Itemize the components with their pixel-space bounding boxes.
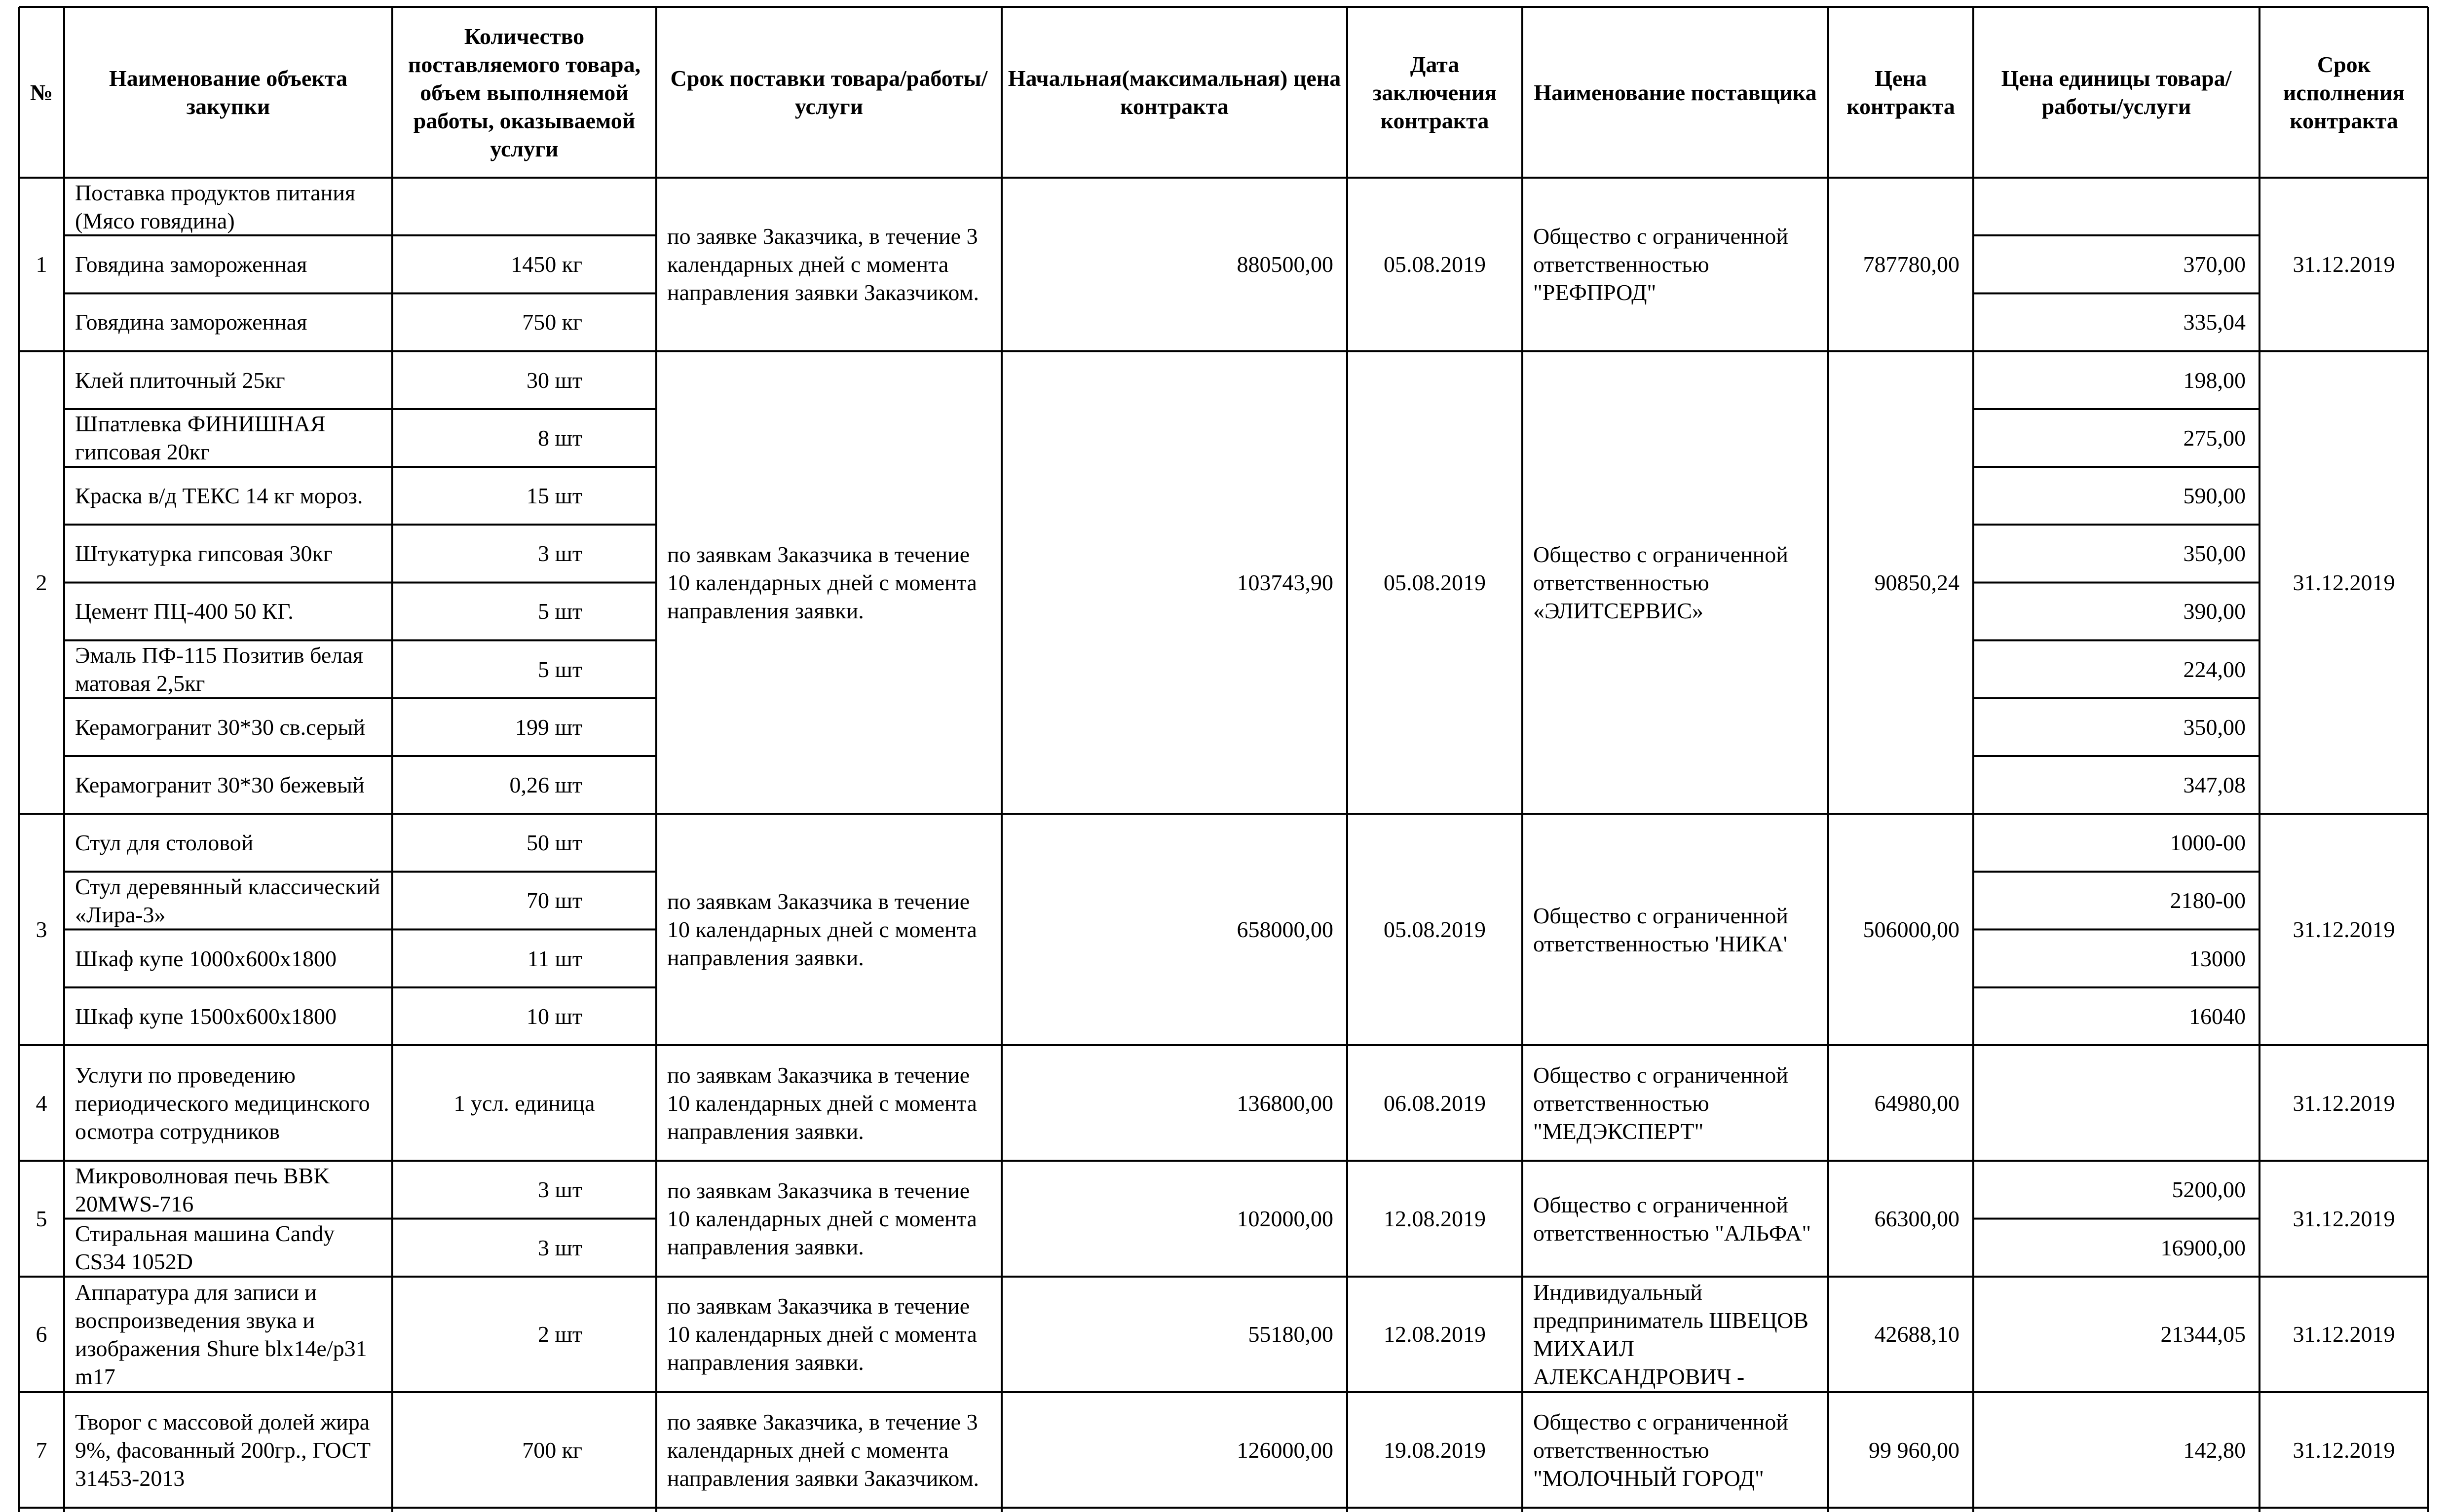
execution-date: 31.12.2019 [2293,917,2395,943]
item-name: Поставка продуктов питания (Мясо говядина) [75,180,356,233]
initial-max-price: 658000,00 [1237,917,1333,943]
item-quantity: 11 шт [527,945,582,971]
item-quantity: 5 шт [537,599,582,624]
supplier-name: Общество с ограниченной ответственностью "АЛЬФА" [1533,1192,1811,1246]
execution-date: 31.12.2019 [2293,1322,2395,1347]
row-number: 1 [36,252,47,277]
item-unit-price: 370,00 [2183,252,2246,277]
item-quantity: 0,26 шт [509,772,582,798]
item-name: Говядина замороженная [75,309,307,335]
delivery-term: по заявкам Заказчика в течение 10 календарных дней с момента направления заявки. [667,541,977,623]
item-name: Керамогранит 30*30 бежевый [75,772,365,798]
item-quantity: 2 шт [537,1322,582,1347]
item-unit-price: 347,08 [2183,772,2246,798]
item-unit-price: 224,00 [2183,656,2246,682]
header-name: Наименование объекта закупки [109,66,347,119]
initial-max-price: 136800,00 [1237,1090,1333,1116]
contract-price: 90850,24 [1874,569,1959,595]
item-unit-price: 390,00 [2183,599,2246,624]
item-name: Краска в/д ТЕКС 14 кг мороз. [75,483,363,509]
contract-date: 19.08.2019 [1384,1437,1486,1463]
item-name: Керамогранит 30*30 св.серый [75,714,366,740]
contract-date: 05.08.2019 [1384,252,1486,277]
contract-date: 05.08.2019 [1384,569,1486,595]
initial-max-price: 103743,90 [1237,569,1333,595]
item-unit-price [1973,1045,2260,1161]
item-name: Шкаф купе 1500х600х1800 [75,1003,337,1029]
item-name: Шпатлевка ФИНИШНАЯ гипсовая 20кг [75,411,326,465]
contract-price: 64980,00 [1874,1090,1959,1116]
row-number: 5 [36,1206,47,1232]
item-quantity: 50 шт [526,830,582,856]
item-quantity: 5 шт [537,656,582,682]
item-name: Цемент ПЦ-400 50 КГ. [75,599,294,624]
item-name: Стул для столовой [75,830,254,856]
item-quantity: 70 шт [526,888,582,913]
execution-date: 31.12.2019 [2293,1090,2395,1116]
item-unit-price: 13000 [2189,945,2246,971]
item-quantity: 1450 кг [511,252,582,277]
item-unit-price: 16900,00 [2160,1235,2246,1260]
initial-max-price: 55180,00 [1248,1322,1333,1347]
item-name: Эмаль ПФ-115 Позитив белая матовая 2,5кг [75,643,363,696]
item-quantity: 700 кг [522,1437,582,1463]
header-num: № [30,79,53,105]
header-price: Цена контракта [1846,66,1955,119]
item-quantity: 750 кг [522,309,582,335]
row-number: 4 [36,1090,47,1116]
execution-date: 31.12.2019 [2293,1437,2395,1463]
item-name: Стиральная машина Candy CS34 1052D [75,1221,335,1275]
contract-date: 12.08.2019 [1384,1206,1486,1232]
delivery-term: по заявке Заказчика, в течение 3 календарных дней с момента направления заявки Заказчиком. [667,224,979,305]
item-name: Аппаратура для записи и воспроизведения звука и изображения Shure blx14e/p31 m17 [75,1279,367,1389]
row-number: 7 [36,1437,47,1463]
item-unit-price: 16040 [2189,1003,2246,1029]
item-unit-price: 590,00 [2183,483,2246,509]
initial-max-price: 126000,00 [1237,1437,1333,1463]
contract-price: 787780,00 [1863,252,1959,277]
item-quantity: 3 шт [537,541,582,567]
contract-date: 12.08.2019 [1384,1322,1486,1347]
header-unit-price: Цена единицы товара/работы/услуги [2001,66,2232,119]
initial-max-price: 880500,00 [1237,252,1333,277]
supplier-name: Общество с ограниченной ответственностью "МЕДЭКСПЕРТ" [1533,1062,1788,1144]
item-unit-price: 275,00 [2183,425,2246,451]
item-quantity: 30 шт [526,367,582,393]
item-name: Шкаф купе 1000х600х1800 [75,945,337,971]
item-quantity: 8 шт [537,425,582,451]
item-unit-price: 1000-00 [2170,830,2246,856]
delivery-term: по заявке Заказчика, в течение 3 календарных дней с момента направления заявки Заказчиком. [667,1409,979,1491]
item-quantity: 1 усл. единица [453,1090,595,1116]
item-name: Творог с массовой долей жира 9%, фасованный 200гр., ГОСТ 31453-2013 [75,1409,371,1491]
execution-date: 31.12.2019 [2293,569,2395,595]
item-name: Стул деревянный классический «Лира-3» [75,873,380,927]
contract-price: 66300,00 [1874,1206,1959,1232]
item-quantity: 199 шт [515,714,582,740]
item-name: Микроволновая печь BBK 20MWS-716 [75,1163,330,1216]
item-quantity: 10 шт [526,1003,582,1029]
item-unit-price: 198,00 [2183,367,2246,393]
row-number: 6 [36,1322,47,1347]
supplier-name: Общество с ограниченной ответственностью "РЕФПРОД" [1533,224,1788,305]
contract-price: 42688,10 [1874,1322,1959,1347]
contract-price: 99 960,00 [1869,1437,1959,1463]
execution-date: 31.12.2019 [2293,1206,2395,1232]
item-name: Услуги по проведению периодического медицинского осмотра сотрудников [75,1062,370,1144]
item-unit-price: 335,04 [2183,309,2246,335]
delivery-term: по заявкам Заказчика в течение 10 календарных дней с момента направления заявки. [667,1293,977,1375]
item-unit-price [1973,178,2260,235]
item-quantity: 3 шт [537,1235,582,1260]
item-quantity: 15 шт [526,483,582,509]
initial-max-price: 102000,00 [1237,1206,1333,1232]
item-name: Штукатурка гипсовая 30кг [75,541,333,567]
item-quantity [392,178,656,235]
item-unit-price: 142,80 [2183,1437,2246,1463]
supplier-name: Индивидуальный предприниматель ШВЕЦОВ МИХАИЛ АЛЕКСАНДРОВИЧ - [1533,1279,1808,1389]
supplier-name: Общество с ограниченной ответственностью 'НИКА' [1533,903,1788,956]
execution-date: 31.12.2019 [2293,252,2395,277]
supplier-name: Общество с ограниченной ответственностью «ЭЛИТСЕРВИС» [1533,541,1788,623]
item-unit-price: 350,00 [2183,541,2246,567]
item-unit-price: 5200,00 [2172,1177,2246,1203]
header-term: Срок поставки товара/работы/услуги [670,66,988,119]
delivery-term: по заявкам Заказчика в течение 10 календарных дней с момента направления заявки. [667,1062,977,1144]
header-supplier: Наименование поставщика [1534,79,1817,105]
delivery-term: по заявкам Заказчика в течение 10 календарных дней с момента направления заявки. [667,889,977,971]
item-unit-price: 21344,05 [2160,1322,2246,1347]
item-name: Говядина замороженная [75,252,307,277]
contract-date: 05.08.2019 [1384,917,1486,943]
row-number: 3 [36,917,47,943]
delivery-term: по заявкам Заказчика в течение 10 календарных дней с момента направления заявки. [667,1178,977,1260]
item-unit-price: 2180-00 [2170,888,2246,913]
contract-price: 506000,00 [1863,917,1959,943]
item-unit-price: 350,00 [2183,714,2246,740]
supplier-name: Общество с ограниченной ответственностью "МОЛОЧНЫЙ ГОРОД" [1533,1409,1788,1491]
header-qty: Количество поставляемого товара, объем выполняемой работы, оказываемой услуги [408,23,641,161]
header-nmck: Начальная(максимальная) цена контракта [1008,66,1341,119]
row-number: 2 [36,569,47,595]
contract-date: 06.08.2019 [1384,1090,1486,1116]
header-date: Дата заключения контракта [1372,51,1497,133]
item-name: Клей плиточный 25кг [75,367,285,393]
header-exec: Срок исполнения контракта [2283,51,2405,133]
item-quantity: 3 шт [537,1177,582,1203]
